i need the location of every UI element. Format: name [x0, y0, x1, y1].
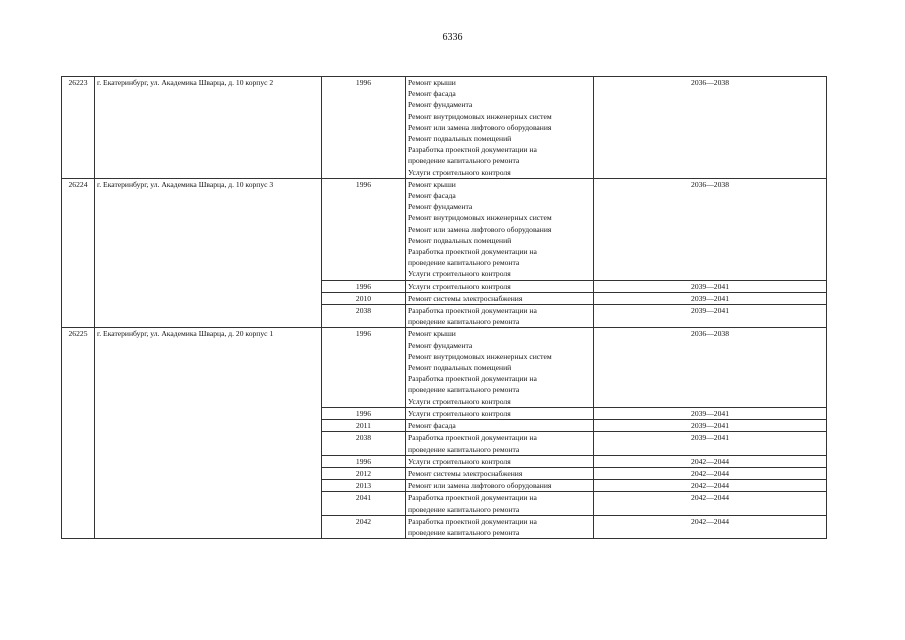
work-year: 2041 — [322, 492, 406, 515]
work-item: Услуги строительного контроля — [408, 167, 511, 177]
work-list — [406, 77, 594, 179]
work-period: 2042—2044 — [594, 515, 827, 538]
work-item: Ремонт внутридомовых инженерных систем — [408, 111, 552, 121]
work-list — [406, 467, 594, 479]
record-address: г. Екатеринбург, ул. Академика Шварца, д. 10 корпус 2 — [95, 77, 322, 179]
table-row — [62, 77, 827, 179]
work-item: Услуги строительного контроля — [408, 408, 511, 418]
work-item: Разработка проектной документации на — [408, 306, 537, 316]
work-item: Разработка проектной документации на — [408, 247, 537, 257]
register-table-body — [62, 77, 827, 539]
work-item: Ремонт крыши — [408, 329, 456, 339]
work-item: Услуги строительного контроля — [408, 269, 511, 279]
register-table — [61, 76, 827, 539]
work-item: Ремонт системы электроснабжения — [408, 293, 523, 303]
work-list — [406, 455, 594, 467]
work-item: Ремонт внутридомовых инженерных систем — [408, 213, 552, 223]
work-item: проведение капитального ремонта — [408, 527, 520, 537]
work-list — [406, 420, 594, 432]
work-item: Разработка проектной документации на — [408, 145, 537, 155]
work-period: 2042—2044 — [594, 480, 827, 492]
page-number: 6336 — [442, 32, 463, 43]
work-list — [406, 432, 594, 455]
work-year: 2012 — [322, 467, 406, 479]
work-item: Услуги строительного контроля — [408, 281, 511, 291]
work-list — [406, 515, 594, 538]
work-item: проведение капитального ремонта — [408, 317, 520, 327]
record-id: 26225 — [62, 328, 95, 539]
work-item: Разработка проектной документации на — [408, 516, 537, 526]
work-year: 2010 — [322, 292, 406, 304]
work-period: 2039—2041 — [594, 280, 827, 292]
work-item: проведение капитального ремонта — [408, 156, 520, 166]
work-list — [406, 407, 594, 419]
table-row — [62, 328, 827, 407]
work-item: Ремонт системы электроснабжения — [408, 468, 523, 478]
work-list — [406, 178, 594, 280]
work-period: 2039—2041 — [594, 292, 827, 304]
work-year: 1996 — [322, 77, 406, 179]
work-period: 2042—2044 — [594, 455, 827, 467]
work-item: проведение капитального ремонта — [408, 504, 520, 514]
work-period: 2036—2038 — [594, 328, 827, 407]
work-item: Ремонт фундамента — [408, 340, 473, 350]
work-item: Ремонт подвальных помещений — [408, 235, 512, 245]
work-item: Ремонт внутридомовых инженерных систем — [408, 351, 552, 361]
work-item: Ремонт или замена лифтового оборудования — [408, 122, 552, 132]
work-period: 2036—2038 — [594, 178, 827, 280]
work-item: проведение капитального ремонта — [408, 385, 520, 395]
work-item: Ремонт крыши — [408, 78, 456, 87]
work-item: Ремонт подвальных помещений — [408, 363, 512, 373]
work-list — [406, 292, 594, 304]
work-item: Ремонт или замена лифтового оборудования — [408, 481, 552, 491]
work-year: 2038 — [322, 305, 406, 328]
work-period: 2039—2041 — [594, 305, 827, 328]
work-item: Ремонт или замена лифтового оборудования — [408, 224, 552, 234]
work-list — [406, 280, 594, 292]
work-item: Ремонт фундамента — [408, 202, 473, 212]
work-item: Услуги строительного контроля — [408, 456, 511, 466]
work-year: 2013 — [322, 480, 406, 492]
work-list — [406, 480, 594, 492]
work-year: 1996 — [322, 455, 406, 467]
record-id: 26224 — [62, 178, 95, 328]
work-year: 2038 — [322, 432, 406, 455]
work-item: Ремонт фасада — [408, 421, 456, 431]
work-item: Услуги строительного контроля — [408, 396, 511, 406]
work-item: проведение капитального ремонта — [408, 444, 520, 454]
work-year: 1996 — [322, 328, 406, 407]
work-item: Ремонт крыши — [408, 179, 456, 189]
work-item: Разработка проектной документации на — [408, 433, 537, 443]
record-id: 26223 — [62, 77, 95, 179]
work-year: 2042 — [322, 515, 406, 538]
record-address: г. Екатеринбург, ул. Академика Шварца, д. 20 корпус 1 — [95, 328, 322, 539]
work-period: 2036—2038 — [594, 77, 827, 179]
work-period: 2039—2041 — [594, 432, 827, 455]
work-item: Ремонт подвальных помещений — [408, 134, 512, 144]
record-address: г. Екатеринбург, ул. Академика Шварца, д. 10 корпус 3 — [95, 178, 322, 328]
work-list — [406, 492, 594, 515]
work-item: Ремонт фундамента — [408, 100, 473, 110]
work-item: Ремонт фасада — [408, 191, 456, 201]
table-row — [62, 178, 827, 280]
work-item: проведение капитального ремонта — [408, 258, 520, 268]
work-period: 2039—2041 — [594, 420, 827, 432]
work-period: 2039—2041 — [594, 407, 827, 419]
work-year: 2011 — [322, 420, 406, 432]
work-list — [406, 305, 594, 328]
work-list — [406, 328, 594, 407]
work-period: 2042—2044 — [594, 467, 827, 479]
work-year: 1996 — [322, 178, 406, 280]
work-item: Разработка проектной документации на — [408, 374, 537, 384]
work-item: Ремонт фасада — [408, 89, 456, 99]
work-year: 1996 — [322, 280, 406, 292]
work-item: Разработка проектной документации на — [408, 493, 537, 503]
work-year: 1996 — [322, 407, 406, 419]
work-period: 2042—2044 — [594, 492, 827, 515]
